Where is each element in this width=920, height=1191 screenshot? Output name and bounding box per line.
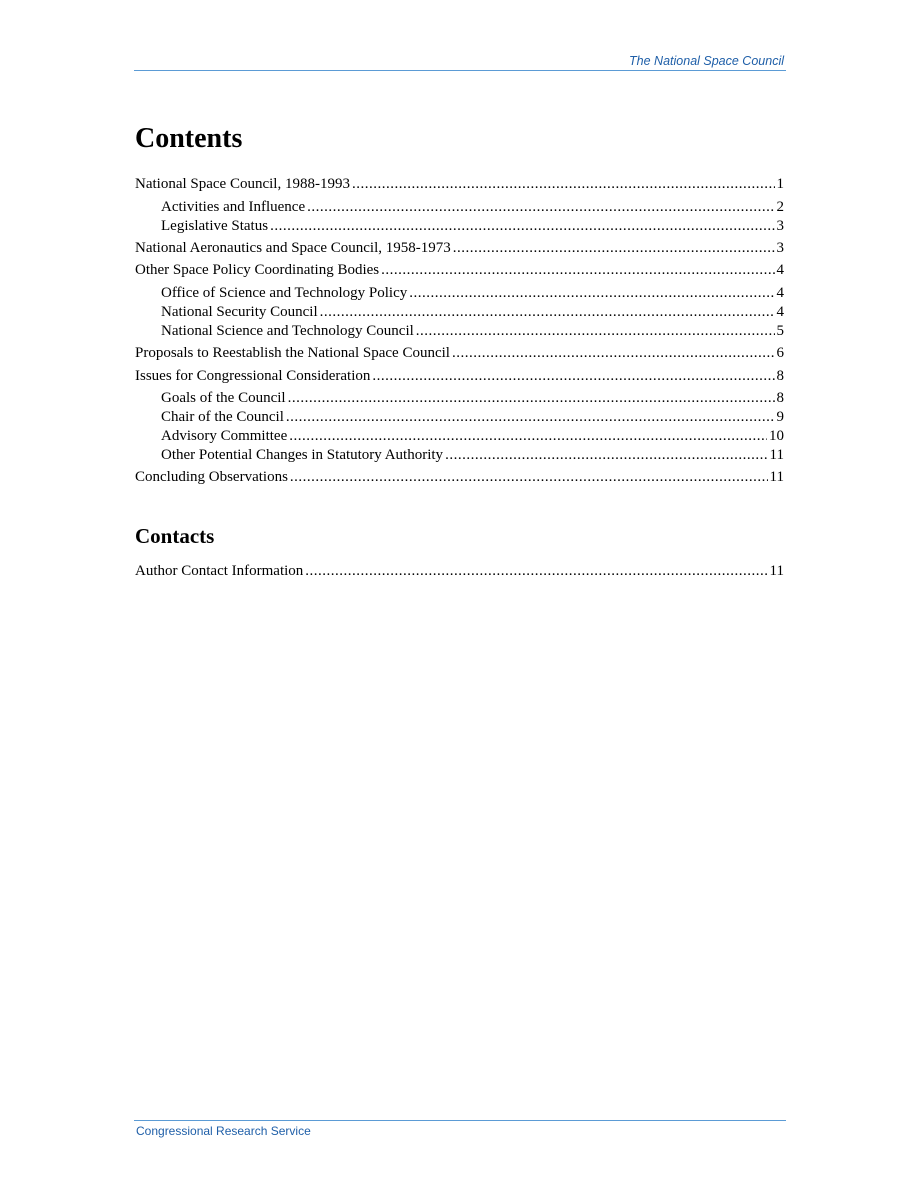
toc-entry[interactable] xyxy=(161,427,784,445)
toc-entry-title: Proposals to Reestablish the National Space Council xyxy=(135,345,450,361)
toc-entry-title: National Security Council xyxy=(161,304,318,320)
toc-leader-dots xyxy=(452,344,775,362)
toc-entry-page: 5 xyxy=(776,323,784,339)
toc-entry-title: Author Contact Information xyxy=(135,563,304,579)
toc-leader-dots xyxy=(445,446,767,464)
toc-leader-dots xyxy=(270,217,774,235)
toc-entry-title: Other Space Policy Coordinating Bodies xyxy=(135,262,380,278)
toc-leader-dots xyxy=(286,408,775,426)
toc-entry[interactable] xyxy=(161,408,784,426)
toc-entry[interactable] xyxy=(161,303,784,321)
toc-leader-dots xyxy=(305,562,767,580)
toc-entry-title: Chair of the Council xyxy=(161,409,284,425)
toc-entry-page: 1 xyxy=(776,176,784,192)
toc-leader-dots xyxy=(288,389,775,407)
toc-entry[interactable] xyxy=(135,239,784,257)
toc-leader-dots xyxy=(307,198,774,216)
toc-entry-title: Legislative Status xyxy=(161,218,269,234)
toc-entry[interactable] xyxy=(161,389,784,407)
page-footer xyxy=(134,1120,786,1138)
page-header xyxy=(134,54,786,71)
toc-entry[interactable] xyxy=(135,367,784,385)
toc-entry[interactable] xyxy=(135,175,784,193)
toc-entry-page: 4 xyxy=(776,304,784,320)
toc-entry[interactable] xyxy=(135,562,784,580)
header-title: The National Space Council xyxy=(629,54,784,68)
toc-entry-title: National Aeronautics and Space Council, 1958-1973 xyxy=(135,240,451,256)
toc-entry-page: 8 xyxy=(776,390,784,406)
toc-entry-title: Office of Science and Technology Policy xyxy=(161,285,408,301)
toc-leader-dots xyxy=(352,175,775,193)
toc-entry-title: National Space Council, 1988-1993 xyxy=(135,176,350,192)
toc-entry-page: 4 xyxy=(776,285,784,301)
toc-leader-dots xyxy=(372,367,774,385)
toc-leader-dots xyxy=(290,468,768,486)
toc-entry-page: 8 xyxy=(776,368,784,384)
toc-entry[interactable] xyxy=(135,344,784,362)
toc-leader-dots xyxy=(416,322,775,340)
contents-heading: Contents xyxy=(135,123,243,154)
toc-entry-page: 6 xyxy=(776,345,784,361)
toc-entry[interactable] xyxy=(135,468,784,486)
toc-entry-title: Concluding Observations xyxy=(135,469,288,485)
toc-entry-title: Activities and Influence xyxy=(161,199,306,215)
toc-entry[interactable] xyxy=(161,217,784,235)
toc-entry[interactable] xyxy=(161,284,784,302)
toc-entry[interactable] xyxy=(161,446,784,464)
toc-leader-dots xyxy=(320,303,775,321)
toc-entry-page: 2 xyxy=(776,199,784,215)
footer-text: Congressional Research Service xyxy=(136,1124,311,1138)
toc-entry[interactable] xyxy=(161,198,784,216)
toc-entry-page: 11 xyxy=(769,563,784,579)
toc-entry-title: Other Potential Changes in Statutory Authority xyxy=(161,447,444,463)
toc-entry-title: Issues for Congressional Consideration xyxy=(135,368,371,384)
toc-entry-title: Goals of the Council xyxy=(161,390,286,406)
toc-entry-page: 11 xyxy=(769,447,784,463)
toc-leader-dots xyxy=(289,427,767,445)
toc-entry[interactable] xyxy=(135,261,784,279)
toc-leader-dots xyxy=(409,284,774,302)
toc-entry-page: 4 xyxy=(776,262,784,278)
toc-entry-page: 10 xyxy=(769,428,784,444)
contacts-heading: Contacts xyxy=(135,524,215,548)
toc-entry-page: 9 xyxy=(776,409,784,425)
toc-entry-page: 3 xyxy=(776,240,784,256)
toc-entry-page: 3 xyxy=(776,218,784,234)
toc-entry-title: Advisory Committee xyxy=(161,428,288,444)
toc-entry[interactable] xyxy=(161,322,784,340)
toc-entry-page: 11 xyxy=(769,469,784,485)
toc-entry-title: National Science and Technology Council xyxy=(161,323,414,339)
toc-leader-dots xyxy=(381,261,774,279)
toc-leader-dots xyxy=(453,239,775,257)
